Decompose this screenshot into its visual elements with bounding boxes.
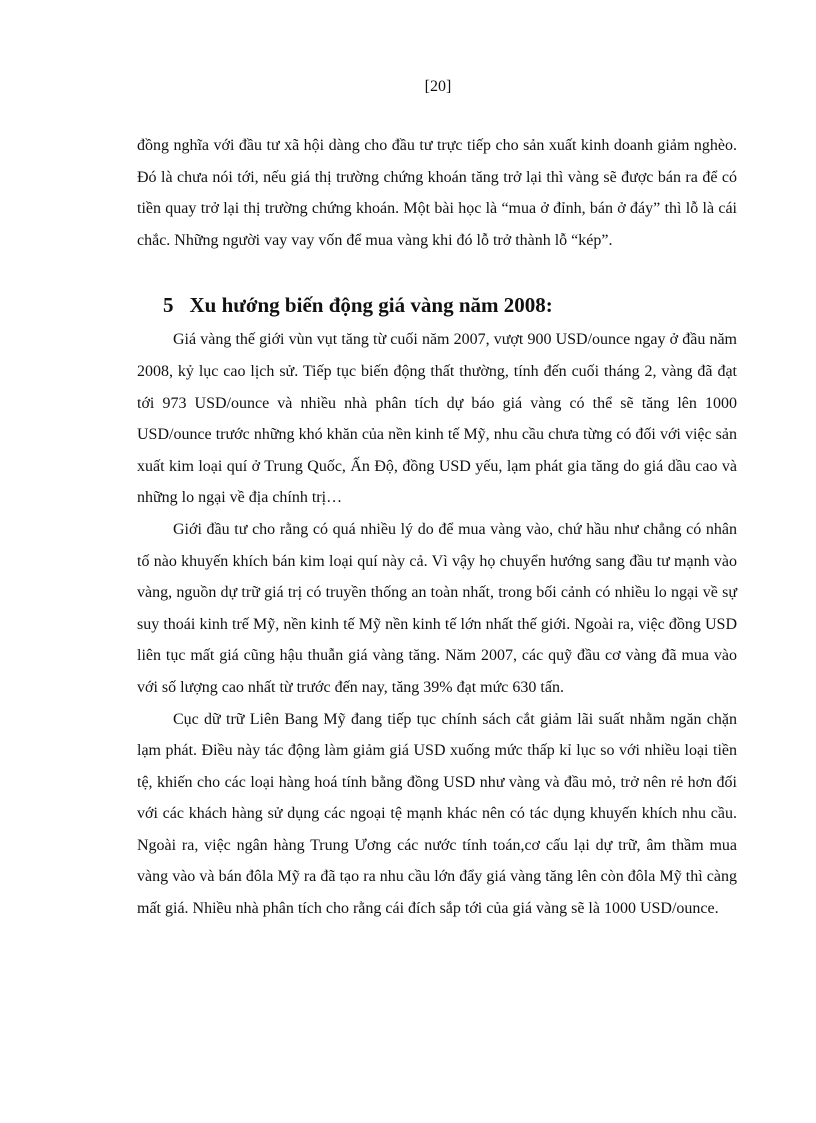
paragraph-fed-policy: Cục dữ trữ Liên Bang Mỹ đang tiếp tục chính sách cắt giảm lãi suất nhằm ngăn chặn lạm phát. Điều này tác động làm giảm giá USD xuống mức thấp kỉ lục so với nhiều loại tiền tệ, khiến cho các loại hàng hoá tính bằng đồng USD như vàng và đầu mỏ, trở nên rẻ hơn đối với các khách hàng sử dụng các ngoại tệ mạnh khác nên có tác dụng khuyến khích nhu cầu. Ngoài ra, việc ngân hàng Trung Ương các nước tính toán,cơ cấu lại dự trữ, âm thầm mua vàng vào và bán đôla Mỹ ra đã tạo ra nhu cầu lớn đẩy giá vàng tăng lên còn đôla Mỹ thì càng mất giá. Nhiều nhà phân tích cho rằng cái đích sắp tới của giá vàng sẽ là 1000 USD/ounce.: [137, 710, 737, 918]
paragraph-investor-view: Giới đầu tư cho rằng có quá nhiều lý do để mua vàng vào, chứ hầu như chẳng có nhân tố nào khuyến khích bán kim loại quí này cả. Vì vậy họ chuyển hướng sang đầu tư mạnh vào vàng, nguồn dự trữ giá trị có truyền thống an toàn nhất, trong bối cảnh có nhiều lo ngại về sự suy thoái kinh trế Mỹ, nền kinh tế Mỹ nền kinh tế lớn nhất thế giới. Ngoài ra, việc đồng USD liên tục mất giá cũng hậu thuẫn giá vàng tăng. Năm 2007, các quỹ đầu cơ vàng đã mua vào với số lượng cao nhất từ trước đến nay, tăng 39% đạt mức 630 tấn.: [137, 520, 737, 696]
section-number: 5: [163, 293, 174, 318]
page-number: [20]: [424, 78, 452, 95]
section-heading: [163, 290, 737, 320]
document-body: [137, 130, 737, 925]
paragraph-gold-price-trend: Giá vàng thế giới vùn vụt tăng từ cuối năm 2007, vượt 900 USD/ounce ngay ở đầu năm 2008, kỷ lục cao lịch sử. Tiếp tục biến động thất thường, tính đến cuối tháng 2, vàng đã đạt tới 973 USD/ounce và nhiều nhà phân tích dự báo giá vàng có thể sẽ tăng lên 1000 USD/ounce trước những khó khăn của nền kinh tế Mỹ, nhu cầu chưa từng có đối với việc sản xuất kim loại quí ở Trung Quốc, Ấn Độ, đồng USD yếu, lạm phát gia tăng do giá dầu cao và những lo ngại về địa chính trị…: [137, 331, 737, 507]
section-title: Xu hướng biến động giá vàng năm 2008:: [189, 293, 553, 318]
intro-paragraph: đồng nghĩa với đầu tư xã hội dàng cho đầu tư trực tiếp cho sản xuất kinh doanh giảm nghèo. Đó là chưa nói tới, nếu giá thị trường chứng khoán tăng trở lại thì vàng sẽ được bán ra để có tiền quay trở lại thị trường chứng khoán. Một bài học là “mua ở đỉnh, bán ở đáy” thì lỗ là cái chắc. Những người vay vay vốn để mua vàng khi đó lỗ trở thành lỗ “kép”.: [137, 137, 737, 249]
